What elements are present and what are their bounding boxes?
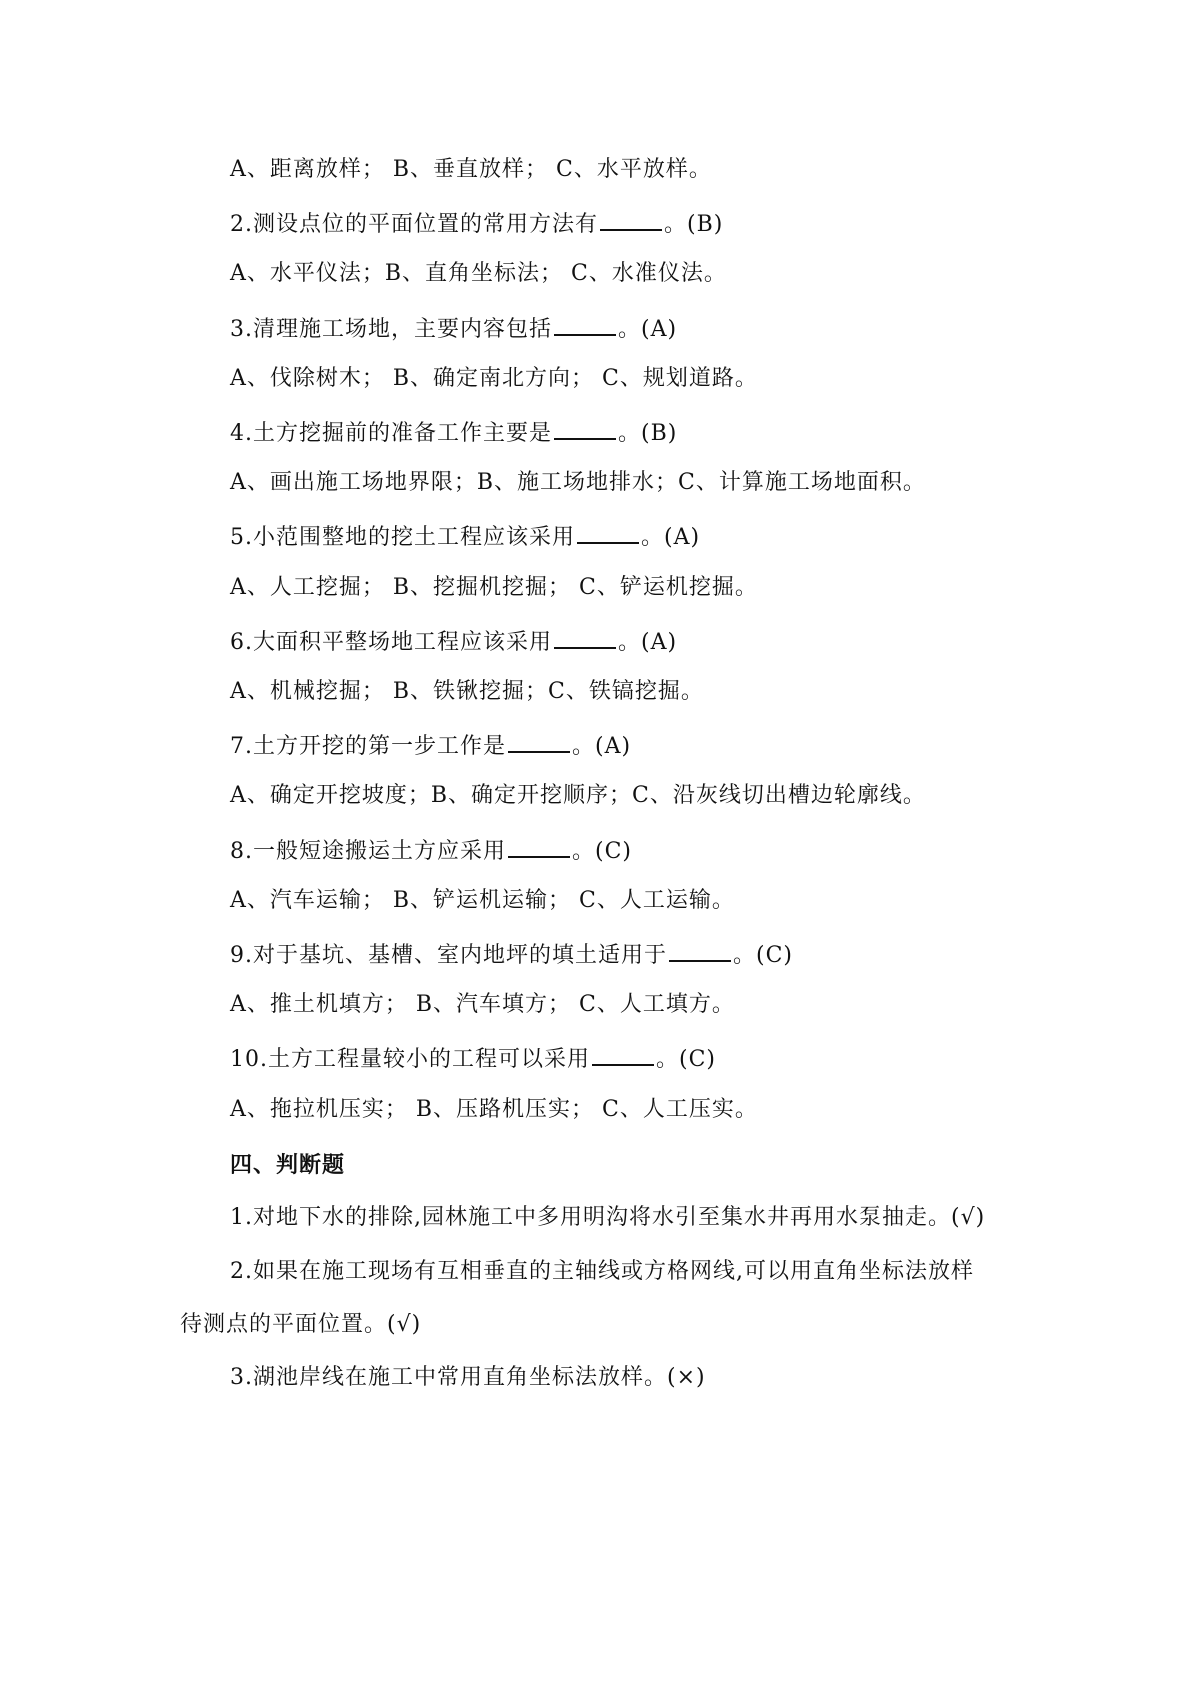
answer-key: 。(B) <box>664 212 724 237</box>
answer-key: 。(A) <box>641 525 701 550</box>
question-text: 3.清理施工场地，主要内容包括 <box>230 317 552 342</box>
question-text: 6.大面积平整场地工程应该采用 <box>230 630 552 655</box>
answer-blank <box>508 729 570 753</box>
question-line <box>230 207 723 240</box>
answer-blank <box>554 312 616 336</box>
section-heading: 四、判断题 <box>230 1152 346 1178</box>
options-line <box>230 259 727 289</box>
answer-blank <box>577 520 639 544</box>
options-text: A、汽车运输； B、铲运机运输； C、人工运输。 <box>230 888 735 913</box>
options-text: A、确定开挖坡度；B、确定开挖顺序；C、沿灰线切出槽边轮廓线。 <box>230 783 926 808</box>
answer-key: 。(A) <box>572 734 632 759</box>
question-text: 7.土方开挖的第一步工作是 <box>230 734 506 759</box>
question-text: 9.对于基坑、基槽、室内地坪的填土适用于 <box>230 943 667 968</box>
options-line <box>230 155 712 185</box>
judgement-item-2-continued: 待测点的平面位置。(√) <box>180 1312 422 1337</box>
answer-blank <box>669 938 731 962</box>
options-line <box>230 468 926 498</box>
options-text: A、机械挖掘； B、铁锹挖掘；C、铁镐挖掘。 <box>230 679 704 704</box>
answer-key: 。(C) <box>656 1047 716 1072</box>
options-line <box>230 364 758 394</box>
answer-blank <box>554 625 616 649</box>
options-text: A、推土机填方； B、汽车填方； C、人工填方。 <box>230 992 735 1017</box>
options-text: A、画出施工场地界限；B、施工场地排水；C、计算施工场地面积。 <box>230 470 926 495</box>
answer-blank <box>600 207 662 231</box>
options-line <box>230 677 704 707</box>
answer-key: 。(A) <box>618 630 678 655</box>
judgement-item-2: 2.如果在施工现场有互相垂直的主轴线或方格网线,可以用直角坐标法放样 <box>230 1259 974 1284</box>
options-text: A、伐除树木； B、确定南北方向； C、规划道路。 <box>230 366 758 391</box>
question-text: 8.一般短途搬运土方应采用 <box>230 839 506 864</box>
options-line <box>230 781 926 811</box>
question-line <box>230 416 677 449</box>
judgement-item-3: 3.湖池岸线在施工中常用直角坐标法放样。(×) <box>230 1365 706 1390</box>
answer-key: 。(C) <box>733 943 793 968</box>
answer-key: 。(B) <box>618 421 678 446</box>
question-line <box>230 834 632 867</box>
options-text: A、拖拉机压实； B、压路机压实； C、人工压实。 <box>230 1097 758 1122</box>
question-line <box>230 520 700 553</box>
options-text: A、水平仪法；B、直角坐标法； C、水准仪法。 <box>230 261 727 286</box>
question-text: 5.小范围整地的挖土工程应该采用 <box>230 525 575 550</box>
answer-blank <box>508 834 570 858</box>
question-text: 2.测设点位的平面位置的常用方法有 <box>230 212 598 237</box>
answer-key: 。(C) <box>572 839 632 864</box>
answer-blank <box>554 416 616 440</box>
answer-blank <box>592 1042 654 1066</box>
options-text: A、人工挖掘； B、挖掘机挖掘； C、铲运机挖掘。 <box>230 575 758 600</box>
judgement-item-1: 1.对地下水的排除,园林施工中多用明沟将水引至集水井再用水泵抽走。(√) <box>230 1205 986 1230</box>
options-line <box>230 1095 758 1125</box>
options-line <box>230 573 758 603</box>
options-text: A、距离放样； B、垂直放样； C、水平放样。 <box>230 157 712 182</box>
question-text: 10.土方工程量较小的工程可以采用 <box>230 1047 590 1072</box>
question-line <box>230 625 677 658</box>
question-line <box>230 1042 716 1075</box>
question-text: 4.土方挖掘前的准备工作主要是 <box>230 421 552 446</box>
options-line <box>230 990 735 1020</box>
question-line <box>230 312 677 345</box>
question-line <box>230 938 793 971</box>
question-line <box>230 729 631 762</box>
answer-key: 。(A) <box>618 317 678 342</box>
options-line <box>230 886 735 916</box>
